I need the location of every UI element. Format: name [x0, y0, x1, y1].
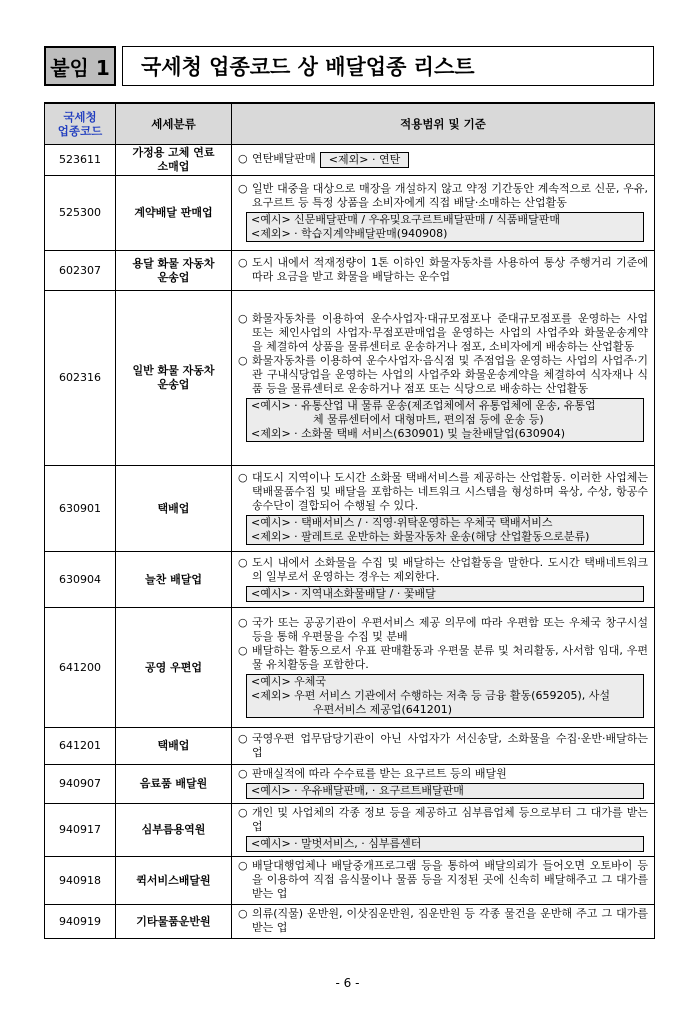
- scope-bullet: [238, 312, 648, 354]
- scope-bullet: [238, 644, 648, 672]
- bullet-text: 배달대행업체나 배달중개프로그램 등을 통하여 배달의뢰가 들어오면 오토바이 등을 이용하여 직접 음식물이나 물품 등을 지정된 곳에 신속히 배달해주고 그 대가를 받는 업: [252, 859, 648, 900]
- table-row: [45, 804, 655, 857]
- example-line: <예시> · 유통산업 내 물류 운송(제조업체에서 유통업체에 운송, 유통업: [251, 399, 596, 412]
- table-row: [45, 291, 655, 466]
- attachment-badge: 붙임 1: [44, 46, 116, 86]
- table-row: [45, 176, 655, 251]
- scope-bullet: [238, 556, 648, 584]
- bullet-circle-icon: ○: [238, 182, 248, 195]
- industry-code: 940918: [45, 857, 116, 905]
- bullet-circle-icon: ○: [238, 859, 248, 872]
- industry-code: 641200: [45, 608, 116, 728]
- industry-code: 523611: [45, 145, 116, 176]
- example-box: [246, 398, 644, 442]
- bullet-circle-icon: ○: [238, 151, 248, 165]
- industry-category: 가정용 고체 연료 소매업: [116, 145, 232, 176]
- scope-cell: [232, 251, 655, 291]
- scope-bullet: [238, 767, 648, 781]
- table-header-row: [45, 103, 655, 145]
- bullet-text: 개인 및 사업체의 각종 정보 등을 제공하고 심부름업체 등으로부터 그 대가를 받는 업: [252, 806, 648, 833]
- example-line: <제외> · 학습지계약배달판매(940908): [251, 227, 448, 240]
- bullet-text: 연탄배달판매: [252, 151, 316, 165]
- industry-category: 음료품 배달원: [116, 765, 232, 804]
- scope-cell: [232, 176, 655, 251]
- example-line: <예시> 신문배달판매 / 우유및요구르트배달판매 / 식품배달판매: [251, 213, 560, 226]
- scope-cell: [232, 552, 655, 608]
- scope-bullet: [238, 256, 648, 284]
- scope-cell: [232, 804, 655, 857]
- industry-category: 늘찬 배달업: [116, 552, 232, 608]
- bullet-text: 국가 또는 공공기관이 우편서비스 제공 의무에 따라 우편함 또는 우체국 창구시설 등을 통해 우편물을 수집 및 분배: [252, 615, 648, 643]
- example-line: <제외> · 소화물 택배 서비스(630901) 및 늘찬배달업(630904): [251, 427, 566, 440]
- header-category: 세세분류: [116, 103, 232, 145]
- table-row: [45, 728, 655, 765]
- table-row: [45, 466, 655, 552]
- example-line: 체 물류센터에서 대형마트, 편의점 등에 운송 등): [313, 413, 544, 426]
- industry-category: 용달 화물 자동차 운송업: [116, 251, 232, 291]
- table-row: [45, 765, 655, 804]
- table-row: [45, 905, 655, 939]
- industry-category: 기타물품운반원: [116, 905, 232, 939]
- industry-category: 공영 우편업: [116, 608, 232, 728]
- industry-code: 602316: [45, 291, 116, 466]
- table-row: [45, 145, 655, 176]
- example-box: [246, 674, 644, 718]
- bullet-text: 국영우편 업무담당기관이 아닌 사업자가 서신송달, 소화물을 수집·운반·배달하는 업: [252, 731, 648, 759]
- industry-category: 퀵서비스배달원: [116, 857, 232, 905]
- industry-category: 일반 화물 자동차 운송업: [116, 291, 232, 466]
- example-line: <예시> · 말벗서비스, · 심부름센터: [251, 837, 422, 850]
- industry-category: 심부름용역원: [116, 804, 232, 857]
- header-code-label: 국세청 업종코드: [57, 110, 103, 138]
- header-scope: 적용범위 및 기준: [232, 103, 655, 145]
- industry-code: 641201: [45, 728, 116, 765]
- example-line: <예시> 우체국: [251, 674, 327, 688]
- scope-bullet: [238, 806, 648, 834]
- bullet-text: 판매실적에 따라 수수료를 받는 요구르트 등의 배달원: [252, 767, 507, 780]
- industry-category: 택배업: [116, 728, 232, 765]
- example-line: <예시> · 택배서비스 / · 직영·위탁운영하는 우체국 택배서비스: [251, 515, 553, 529]
- scope-cell: [232, 857, 655, 905]
- industry-code: 940917: [45, 804, 116, 857]
- industry-code: 630901: [45, 466, 116, 552]
- bullet-circle-icon: ○: [238, 555, 248, 569]
- industry-code: 940907: [45, 765, 116, 804]
- example-box: [246, 586, 644, 602]
- scope-bullet: [238, 859, 648, 901]
- bullet-text: 도시 내에서 소화물을 수집 및 배달하는 산업활동을 말한다. 도시간 택배네트워크의 일부로서 운영하는 경우는 제외한다.: [252, 555, 648, 583]
- industry-category: 택배업: [116, 466, 232, 552]
- bullet-text: 화물자동차를 이용하여 운수사업자·음식점 및 주점업을 운영하는 사업의 사업주·기관 구내식당업을 운영하는 사업의 사업주와 화물운송계약을 체결하여 식자재나 식품 등을 물류센터로 운송하거나 점포 또는 식당으로 배송하는 산업활동: [252, 354, 648, 395]
- bullet-text: 의류(직물) 운반원, 이삿짐운반원, 짐운반원 등 각종 물건을 운반해 주고 그 대가를 받는 업: [252, 907, 648, 934]
- bullet-text: 대도시 지역이나 도시간 소화물 택배서비스를 제공하는 산업활동. 이러한 사업체는 택배물품수집 및 배달을 포함하는 네트워크 시스템을 형성하며 육상, 수상, 항공수송수단이 결합되어 수행될 수 있다.: [252, 470, 648, 512]
- example-box: [246, 212, 644, 242]
- bullet-circle-icon: ○: [238, 256, 248, 269]
- example-line: <예시> · 지역내소화물배달 / · 꽃배달: [251, 586, 436, 600]
- industry-code: 940919: [45, 905, 116, 939]
- bullet-circle-icon: ○: [238, 907, 248, 920]
- table-row: [45, 251, 655, 291]
- scope-bullet: [238, 732, 648, 760]
- bullet-circle-icon: ○: [238, 767, 248, 780]
- scope-cell: [232, 466, 655, 552]
- example-box: [246, 515, 644, 545]
- scope-bullet: [238, 182, 648, 210]
- scope-bullet: [238, 616, 648, 644]
- industry-category: 계약배달 판매업: [116, 176, 232, 251]
- page-title: 국세청 업종코드 상 배달업종 리스트: [122, 46, 654, 86]
- bullet-circle-icon: ○: [238, 643, 248, 657]
- scope-cell: [232, 728, 655, 765]
- scope-cell: [232, 145, 655, 176]
- table-row: [45, 857, 655, 905]
- bullet-text: 일반 대중을 대상으로 매장을 개설하지 않고 약정 기간동안 계속적으로 신문, 우유, 요구르트 등 특정 상품을 소비자에게 직접 배달·소매하는 산업활동: [252, 182, 648, 209]
- scope-cell: [232, 608, 655, 728]
- bullet-circle-icon: ○: [238, 806, 248, 819]
- scope-bullet: [238, 152, 648, 168]
- bullet-text: 배달하는 활동으로서 우표 판매활동과 우편물 분류 및 처리활동, 사서함 임대, 우편물 유치활동을 포함한다.: [252, 643, 648, 671]
- bullet-circle-icon: ○: [238, 312, 248, 325]
- bullet-circle-icon: ○: [238, 615, 248, 629]
- scope-cell: [232, 905, 655, 939]
- exclusion-box: <제외> · 연탄: [320, 152, 409, 168]
- bullet-circle-icon: ○: [238, 354, 248, 367]
- example-box: [246, 783, 644, 799]
- page-number: - 6 -: [335, 976, 360, 990]
- scope-bullet: [238, 354, 648, 396]
- scope-cell: [232, 291, 655, 466]
- example-line: 우편서비스 제공업(641201): [313, 702, 453, 716]
- scope-cell: [232, 765, 655, 804]
- page-header: [44, 46, 654, 86]
- table-row: [45, 552, 655, 608]
- bullet-circle-icon: ○: [238, 470, 248, 484]
- example-line: <제외> · 팔레트로 운반하는 화물자동차 운송(해당 산업활동으로분류): [251, 529, 590, 543]
- example-line: <예시> · 우유배달판매, · 요구르트배달판매: [251, 784, 464, 797]
- table-row: [45, 608, 655, 728]
- header-code: [45, 103, 116, 145]
- industry-code: 525300: [45, 176, 116, 251]
- industry-code: 602307: [45, 251, 116, 291]
- scope-bullet: [238, 907, 648, 935]
- example-line: <제외> 우편 서비스 기관에서 수행하는 저축 등 금융 활동(659205), 사설: [251, 688, 610, 702]
- example-box: [246, 836, 644, 852]
- bullet-text: 화물자동차를 이용하여 운수사업자·대규모점포나 준대규모점포를 운영하는 사업 또는 체인사업의 사업자·무점포판매업을 운영하는 사업의 사업주와 화물운송계약을 체결하여 상품을 물류센터로 운송하거나 점포, 소비자에게 배송하는 산업활동: [252, 312, 648, 353]
- bullet-circle-icon: ○: [238, 731, 248, 745]
- bullet-text: 도시 내에서 적재정량이 1톤 이하인 화물자동차를 사용하여 통상 주행거리 기준에 따라 요금을 받고 화물을 배달하는 운수업: [252, 256, 648, 283]
- delivery-industry-table: [44, 102, 655, 939]
- scope-bullet: [238, 471, 648, 513]
- industry-code: 630904: [45, 552, 116, 608]
